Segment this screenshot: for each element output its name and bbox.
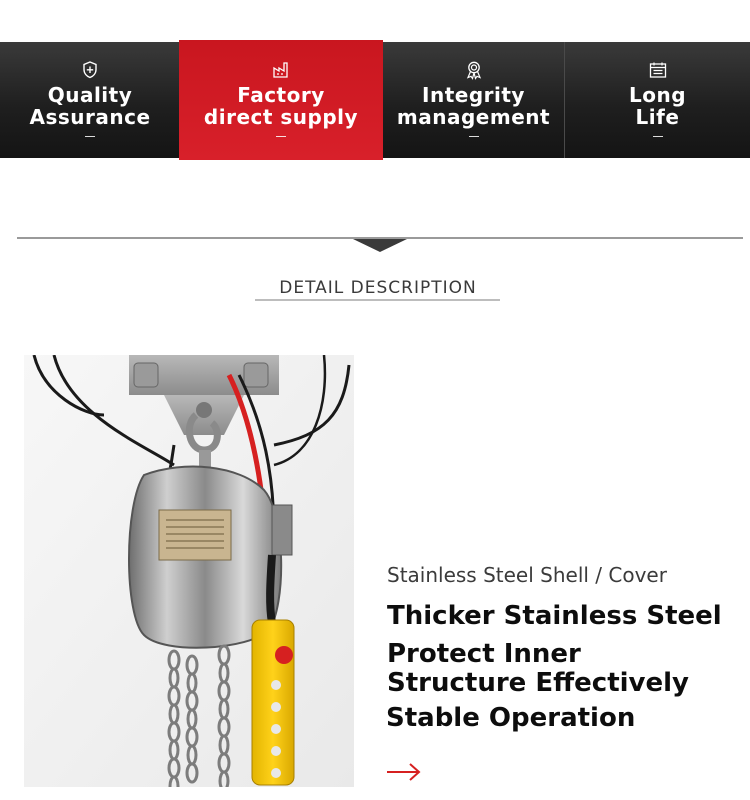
award-icon bbox=[464, 60, 484, 80]
feature-integrity-management[interactable] bbox=[383, 42, 564, 158]
feature-dash bbox=[653, 136, 663, 137]
divider-notch-icon bbox=[353, 239, 407, 252]
feature-dash bbox=[469, 136, 479, 137]
right-arrow-icon[interactable] bbox=[385, 760, 423, 784]
detail-subtitle: Stainless Steel Shell / Cover bbox=[387, 563, 667, 587]
feature-bar bbox=[0, 42, 750, 158]
factory-icon bbox=[271, 60, 291, 80]
feature-title: Quality Assurance bbox=[29, 83, 151, 129]
feature-factory-direct-supply[interactable] bbox=[179, 40, 383, 160]
feature-dash bbox=[85, 136, 95, 137]
feature-long-life[interactable] bbox=[564, 42, 750, 158]
detail-line-1: Thicker Stainless Steel bbox=[387, 601, 722, 631]
detail-line-2: Protect Inner Structure Effectively bbox=[387, 639, 689, 698]
feature-dash bbox=[276, 136, 286, 137]
shield-plus-icon bbox=[80, 60, 100, 80]
feature-title: Integrity management bbox=[396, 83, 551, 129]
detail-line-3: Stable Operation bbox=[386, 703, 636, 733]
product-photo bbox=[24, 355, 354, 787]
section-heading-underline bbox=[255, 299, 500, 301]
section-heading: DETAIL DESCRIPTION bbox=[279, 278, 477, 298]
feature-title: Long Life bbox=[628, 83, 687, 129]
calendar-icon bbox=[648, 60, 668, 80]
feature-quality-assurance[interactable] bbox=[0, 42, 180, 158]
feature-title: Factory direct supply bbox=[203, 83, 359, 129]
